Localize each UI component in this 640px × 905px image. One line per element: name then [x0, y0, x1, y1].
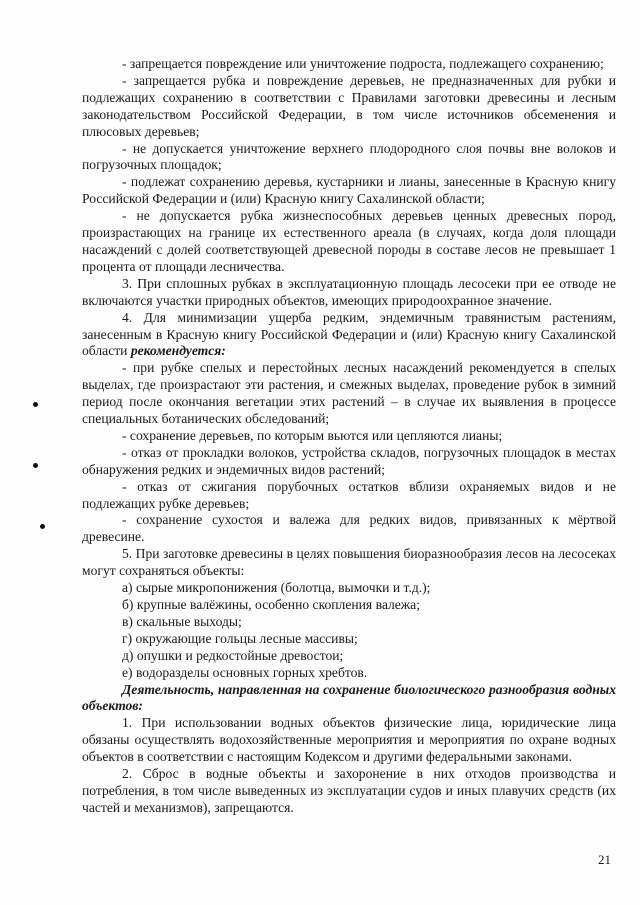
paragraph: 1. При использовании водных объектов физические лица, юридические лица обязаны осуществлять водохозяйственные мероприятия и мероприятия по охране водных объектов в соответствии с настоящим Кодексом и другими федеральными законами.: [82, 715, 616, 765]
paragraph: - отказ от прокладки волоков, устройства складов, погрузочных площадок в местах обнаружения редких и эндемичных видов растений;: [82, 444, 616, 477]
punch-hole-mark: [33, 402, 38, 407]
paragraph: - не допускается уничтожение верхнего плодородного слоя почвы вне волоков и погрузочных площадок;: [82, 140, 616, 173]
paragraph: - сохранение сухостоя и валежа для редких видов, привязанных к мёртвой древесине.: [82, 512, 616, 545]
list-item: б) крупные валёжины, особенно скопления валежа;: [122, 597, 420, 612]
paragraph: - не допускается рубка жизнеспособных деревьев ценных древесных пород, произрастающих на границе их естественного ареала (в случаях, когда доля площади насаждений с долей соответствующей древесной породы в составе лесов не превышает 1 процента от площади лесничества.: [82, 208, 616, 274]
paragraph: 2. Сброс в водные объекты и захоронение в них отходов производства и потребления, в том числе выведенных из эксплуатации судов и иных плавучих средств (их частей и механизмов), запрещаются.: [82, 766, 616, 815]
punch-hole-mark: [40, 524, 45, 529]
list-item: е) водоразделы основных горных хребтов.: [122, 664, 368, 680]
paragraph: 5. При заготовке древесины в целях повышения биоразнообразия лесов на лесосеках могут сохраняться объекты:: [82, 546, 616, 579]
list-item: д) опушки и редкостойные древостои;: [122, 647, 344, 663]
punch-hole-mark: [33, 463, 38, 468]
list-item: г) окружающие гольцы лесные массивы;: [122, 630, 358, 646]
paragraph: - сохранение деревьев, по которым вьются или цепляются лианы;: [122, 427, 503, 443]
list-item: а) сырые микропонижения (болотца, вымочки и т.д.);: [122, 580, 431, 596]
paragraph: - запрещается повреждение или уничтожение подроста, подлежащего сохранению;: [122, 56, 604, 71]
paragraph: - подлежат сохранению деревья, кустарники и лианы, занесенные в Красную книгу Российской Федерации и (или) Красную книгу Сахалинской области;: [82, 174, 616, 207]
document-body: [82, 56, 616, 817]
list-item: в) скальные выходы;: [122, 613, 242, 629]
paragraph: - запрещается рубка и повреждение деревьев, не предназначенных для рубки и подлежащих сохранению в соответствии с Правилами заготовки древесины и лесным законодательством Российской Федерации, в том числе источников обсеменения и плюсовых деревьев;: [82, 72, 616, 139]
emphasis-text: рекомендуется:: [130, 343, 226, 359]
paragraph: [82, 310, 616, 361]
paragraph: - отказ от сжигания порубочных остатков вблизи охраняемых видов и не подлежащих рубке деревьев;: [82, 478, 616, 511]
page-number: 21: [598, 852, 611, 867]
paragraph: 3. При сплошных рубках в эксплуатационную площадь лесосеки при ее отводе не включаются участки природных объектов, имеющих природоохранное значение.: [82, 275, 616, 308]
paragraph-text: 4. Для минимизации ущерба редким, эндемичным травянистым растениям, занесенным в Красную книгу Российской Федерации и (или) Красную книгу Сахалинской области: [82, 309, 616, 359]
section-heading: Деятельность, направленная на сохранение биологического разнообразия водных объектов:: [82, 681, 616, 714]
paragraph: - при рубке спелых и перестойных лесных насаждений рекомендуется в спелых выделах, где произрастают эти растения, и смежных выделах, проведение рубок в зимний период после окончания вегетации этих растений – в случае их выявления в процессе специальных ботанических обследований;: [82, 360, 616, 427]
